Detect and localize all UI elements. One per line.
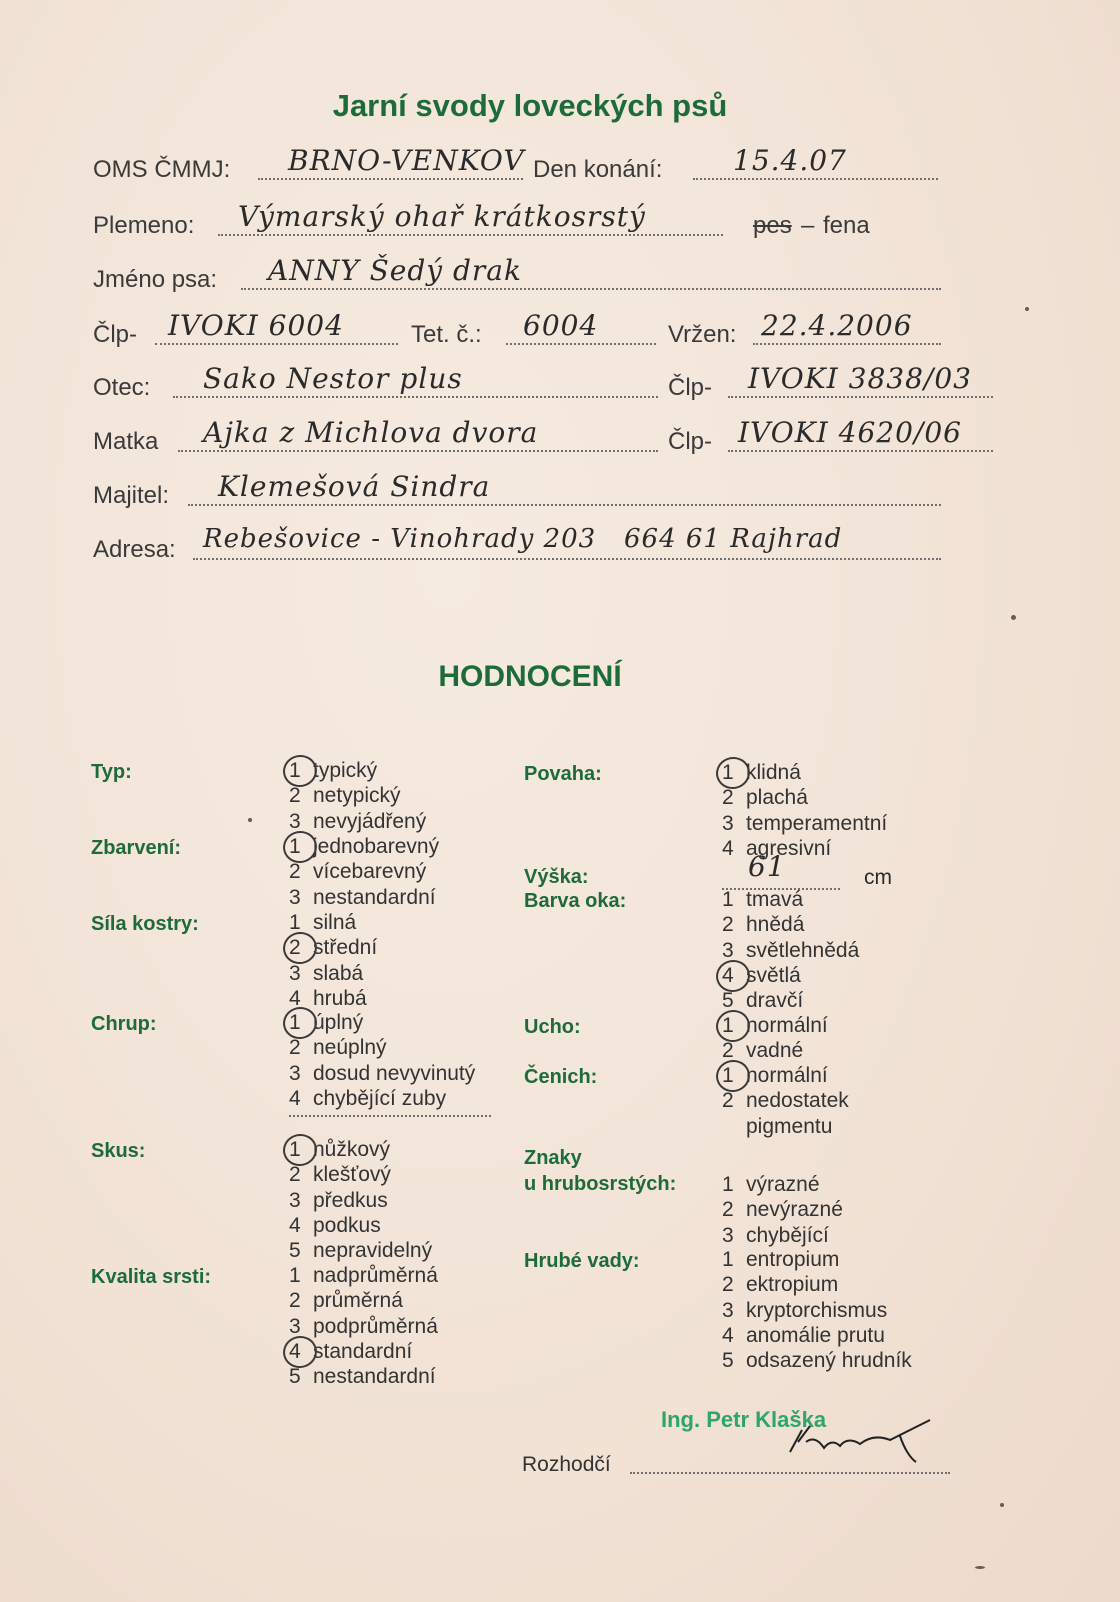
znaky-option-number: 2 [722,1198,734,1222]
oms-value[interactable]: BRNO-VENKOV [288,144,525,177]
znaky-option-text: nevýrazné [746,1198,843,1222]
otec-clp-value[interactable]: IVOKI 3838/03 [748,362,972,395]
skus-option-3[interactable] [289,1188,388,1213]
barva-option-4[interactable] [722,963,801,988]
hrube-option-1[interactable] [722,1247,839,1272]
cenich-option-text: normální [746,1064,828,1087]
kvalita-option-text: průměrná [313,1289,403,1313]
sila-option-number: 2 [289,936,301,960]
sila-option-number: 1 [289,911,301,934]
otec-value[interactable]: Sako Nestor plus [203,362,463,395]
plemeno-label: Plemeno: [93,212,195,239]
znaky-label-1: Znaky [524,1147,582,1169]
sila-option-text: slabá [313,961,364,985]
oms-label: OMS ČMMJ: [93,156,231,183]
section-title: HODNOCENÍ [438,660,622,693]
matka-clp-label: Člp- [668,428,713,455]
matka-clp-value[interactable]: IVOKI 4620/06 [738,416,962,449]
skus-option-number: 3 [289,1188,301,1212]
chrup-option-1[interactable] [289,1010,363,1035]
typ-label: Typ: [91,761,132,783]
judge-name-stamp: Ing. Petr Klaška [661,1407,827,1432]
sex-pes[interactable]: pes [753,212,792,239]
typ-option-text: netypický [313,784,401,808]
typ-option-number: 2 [289,784,301,808]
vrzen-label: Vržen: [668,321,737,348]
cenich-option-1[interactable] [722,1063,828,1088]
barva-option-number: 3 [722,938,734,962]
cenich-option-number: 1 [722,1064,734,1087]
zbarveni-option-2[interactable] [289,859,426,884]
den-value[interactable]: 15.4.07 [733,144,847,177]
chrup-option-number: 4 [289,1086,301,1110]
cenich-option-text: pigmentu [746,1114,833,1138]
hrube-option-number: 4 [722,1323,734,1347]
ucho-option-number: 1 [722,1014,734,1037]
skus-option-number: 2 [289,1163,301,1187]
barva-option-number: 2 [722,913,734,937]
typ-option-text: typický [313,759,378,782]
judge-label: Rozhodčí [522,1453,611,1476]
typ-option-3[interactable] [289,809,426,834]
skus-option-number: 5 [289,1239,301,1263]
znaky-option-number: 1 [722,1173,734,1196]
chrup-option-2[interactable] [289,1035,387,1060]
kvalita-label: Kvalita srsti: [91,1266,212,1288]
povaha-option-text: temperamentní [746,811,888,835]
chrup-option-number: 1 [289,1011,301,1034]
kvalita-option-5[interactable] [289,1364,436,1389]
adresa-label: Adresa: [93,536,176,563]
hrube-option-text: ektropium [746,1273,839,1297]
hrube-option-number: 3 [722,1298,734,1322]
znaky-option-text: výrazné [746,1173,820,1196]
barva-option-text: dravčí [746,989,804,1013]
skus-option-text: nepravidelný [313,1239,433,1263]
zbarveni-option-1[interactable] [289,834,439,859]
zbarveni-option-text: nestandardní [313,885,436,909]
kvalita-option-number: 1 [289,1264,301,1287]
kvalita-option-number: 2 [289,1289,301,1313]
povaha-option-2[interactable] [722,785,808,810]
chrup-option-text: neúplný [313,1036,387,1060]
den-label: Den konání: [533,156,663,183]
cenich-option-2[interactable] [722,1088,849,1113]
zbarveni-label: Zbarvení: [91,837,182,859]
tet-value[interactable]: 6004 [523,309,599,342]
skus-option-number: 1 [289,1138,301,1161]
sila-option-text: hrubá [313,986,367,1010]
povaha-option-number: 2 [722,786,734,810]
hrube-option-2[interactable] [722,1272,838,1297]
sila-option-2[interactable] [289,935,377,960]
znaky-label-2: u hrubosrstých: [524,1173,677,1195]
ucho-label: Ucho: [524,1016,581,1038]
povaha-label: Povaha: [524,763,602,785]
matka-value[interactable]: Ajka z Michlova dvora [203,416,539,449]
zbarveni-option-text: jednobarevný [313,835,440,858]
skus-option-text: klešťový [313,1163,391,1187]
chrup-option-3[interactable] [289,1061,475,1086]
povaha-option-text: klidná [746,761,801,784]
sex-dash: – [801,212,815,239]
cenich-label: Čenich: [524,1066,598,1088]
kvalita-option-text: podprůměrná [313,1314,438,1338]
sila-option-number: 4 [289,986,301,1010]
kvalita-option-number: 4 [289,1339,301,1363]
barva-option-number: 5 [722,989,734,1013]
barva-option-2[interactable] [722,912,804,937]
zbarveni-option-3[interactable] [289,885,436,910]
typ-option-text: nevyjádřený [313,809,427,833]
chrup-label: Chrup: [91,1013,157,1035]
hrube-option-number: 5 [722,1349,734,1373]
zbarveni-option-number: 3 [289,885,301,909]
hrube-option-4[interactable] [722,1323,885,1348]
chrup-option-4[interactable] [289,1086,446,1111]
zbarveni-option-text: vícebarevný [313,860,427,884]
povaha-option-number: 4 [722,836,734,860]
chrup-option-number: 3 [289,1061,301,1085]
barva-option-number: 1 [722,888,734,911]
barva-option-number: 4 [722,963,734,987]
hrube-label: Hrubé vady: [524,1250,640,1272]
zbarveni-option-number: 1 [289,835,301,858]
skus-option-5[interactable] [289,1238,432,1263]
sex-fena[interactable]: fena [823,212,870,239]
hrube-option-text: entropium [746,1248,840,1271]
clp-value[interactable]: IVOKI 6004 [168,309,344,342]
skus-label: Skus: [91,1140,146,1162]
barva-label: Barva oka: [524,890,627,912]
kvalita-option-number: 3 [289,1314,301,1338]
znaky-option-text: chybějící [746,1223,829,1247]
typ-option-number: 1 [289,759,301,782]
znaky-option-3[interactable] [722,1223,829,1248]
barva-option-1[interactable] [722,887,803,912]
skus-option-2[interactable] [289,1162,391,1187]
barva-option-text: světlá [746,963,801,987]
skus-option-4[interactable] [289,1213,381,1238]
jmeno-value[interactable]: ANNY Šedý drak [268,254,522,287]
kvalita-option-1[interactable] [289,1263,438,1288]
vyska-label: Výška: [524,866,589,888]
plemeno-value[interactable]: Výmarský ohař krátkosrstý [238,200,646,233]
hrube-option-5[interactable] [722,1348,912,1373]
barva-option-text: světlehnědá [746,938,860,962]
sila-option-text: silná [313,911,357,934]
otec-label: Otec: [93,374,151,401]
typ-option-1[interactable] [289,758,377,783]
chrup-option-number: 2 [289,1036,301,1060]
cenich-option-number: 2 [722,1089,734,1113]
cenich-option-3[interactable] [722,1114,832,1139]
ucho-option-1[interactable] [722,1013,828,1038]
sila-option-3[interactable] [289,961,363,986]
zbarveni-option-number: 2 [289,860,301,884]
skus-option-number: 4 [289,1213,301,1237]
judge-signature [780,1412,950,1472]
kvalita-option-4[interactable] [289,1339,412,1364]
ucho-option-text: normální [746,1014,828,1037]
skus-option-text: předkus [313,1188,388,1212]
povaha-option-text: agresivní [746,836,832,860]
vyska-value[interactable]: 61 [748,850,786,883]
barva-option-3[interactable] [722,938,859,963]
majitel-value[interactable]: Klemešová Sindra [218,470,491,503]
chrup-option-text: chybějící zuby [313,1086,447,1110]
hrube-option-text: kryptorchismus [746,1298,888,1322]
kvalita-option-2[interactable] [289,1288,403,1313]
povaha-option-number: 3 [722,811,734,835]
chrup-option-text: úplný [313,1011,364,1034]
typ-option-2[interactable] [289,783,401,808]
hrube-option-text: odsazený hrudník [746,1349,912,1373]
cenich-option-text: nedostatek [746,1089,849,1113]
form-title: Jarní svody loveckých psů [332,88,728,123]
kvalita-option-text: standardní [313,1339,413,1363]
sila-option-number: 3 [289,961,301,985]
vrzen-value[interactable]: 22.4.2006 [761,309,913,342]
povaha-option-3[interactable] [722,811,887,836]
ucho-option-text: vadné [746,1039,804,1063]
sila-option-text: střední [313,936,378,960]
kvalita-option-text: nestandardní [313,1365,436,1389]
majitel-label: Majitel: [93,482,170,509]
barva-option-text: tmavá [746,888,804,911]
povaha-option-text: plachá [746,786,808,810]
kvalita-option-number: 5 [289,1365,301,1389]
hrube-option-3[interactable] [722,1298,887,1323]
skus-option-text: nůžkový [313,1138,391,1161]
povaha-option-1[interactable] [722,760,801,785]
adresa-value[interactable]: Rebešovice - Vinohrady 203 664 61 Rajhrad [203,524,843,554]
ucho-option-number: 2 [722,1039,734,1063]
hrube-option-number: 2 [722,1273,734,1297]
skus-option-1[interactable] [289,1137,390,1162]
barva-option-text: hnědá [746,913,805,937]
kvalita-option-3[interactable] [289,1314,438,1339]
typ-option-number: 3 [289,809,301,833]
povaha-option-number: 1 [722,761,734,784]
kvalita-option-text: nadprůměrná [313,1264,438,1287]
jmeno-label: Jméno psa: [93,266,218,293]
znaky-option-2[interactable] [722,1197,843,1222]
hrube-option-number: 1 [722,1248,734,1271]
hrube-option-text: anomálie prutu [746,1323,885,1347]
sila-label: Síla kostry: [91,913,199,935]
chrup-option-text: dosud nevyvinutý [313,1061,476,1085]
matka-label: Matka [93,428,159,455]
skus-option-text: podkus [313,1213,381,1237]
clp-label: Člp- [93,321,138,348]
znaky-option-number: 3 [722,1223,734,1247]
znaky-option-1[interactable] [722,1172,820,1197]
vyska-unit: cm [864,866,892,889]
otec-clp-label: Člp- [668,374,713,401]
tet-label: Tet. č.: [411,321,482,348]
